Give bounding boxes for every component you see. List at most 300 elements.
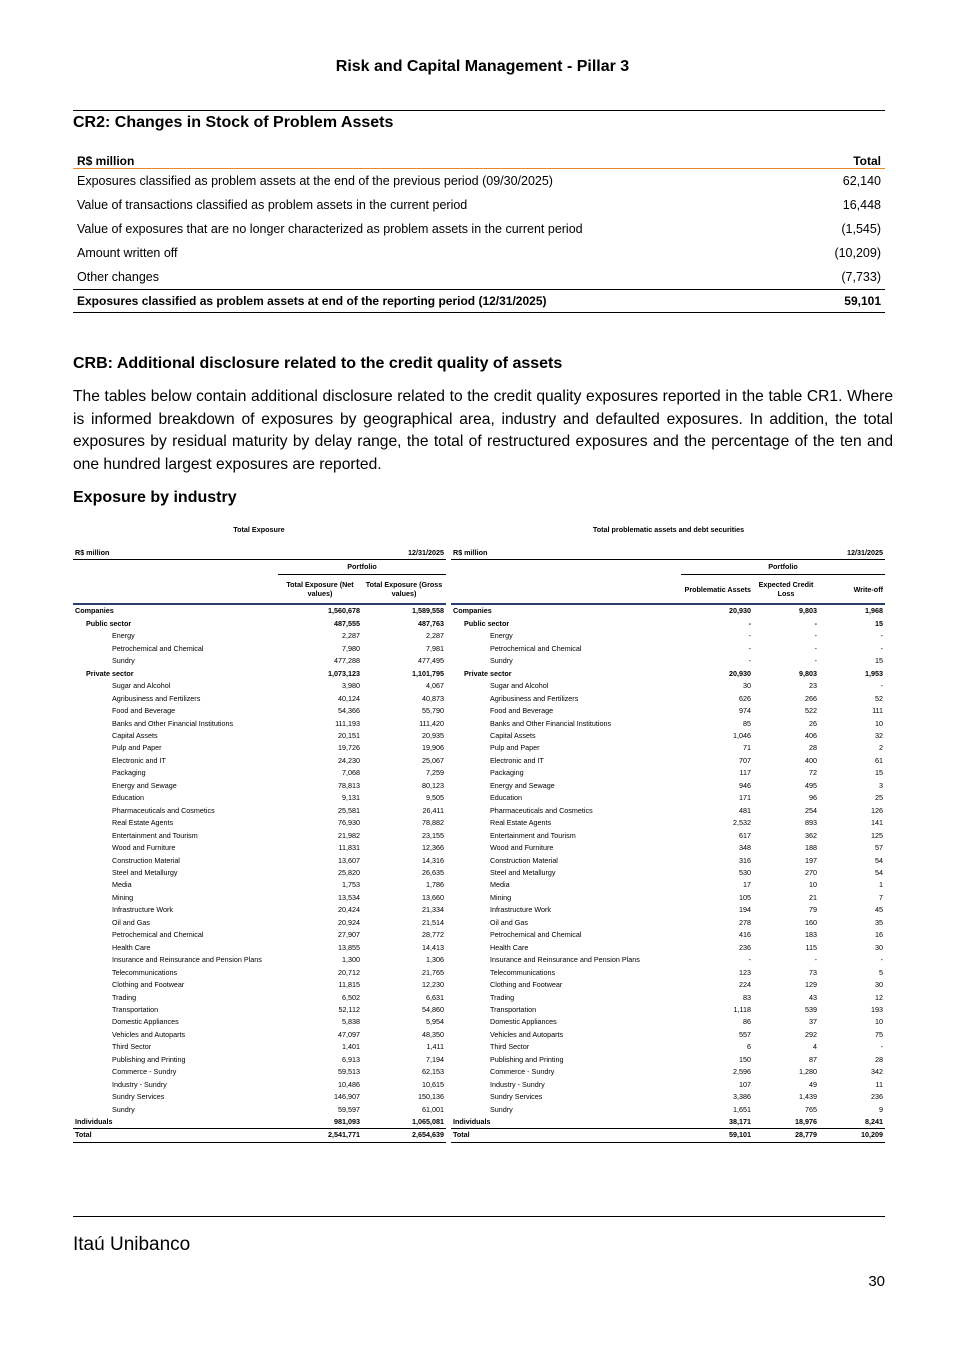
write-off-value: 5	[879, 967, 883, 977]
net-value: 21,982	[338, 830, 360, 840]
expected-credit-loss-value: 495	[805, 780, 817, 790]
expected-credit-loss-value: 160	[805, 917, 817, 927]
cr2-row-value: 16,448	[842, 197, 881, 212]
cr2-row-label: Other changes	[77, 269, 159, 284]
write-off-value: 141	[871, 818, 883, 828]
problematic-assets-value: -	[748, 631, 751, 641]
net-value: 11,831	[338, 843, 360, 853]
industry-row	[451, 1091, 885, 1103]
problematic-assets-value: 194	[739, 905, 751, 915]
industry-label: Capital Assets	[490, 730, 536, 740]
write-off-value: 111	[872, 706, 883, 716]
industry-row	[73, 917, 446, 929]
gross-value: 2,287	[426, 631, 444, 641]
gross-value: 5,954	[426, 1017, 444, 1027]
cr2-row-value: (10,209)	[834, 245, 881, 260]
problematic-assets-value: 946	[739, 780, 751, 790]
gross-value: 1,786	[426, 880, 444, 890]
expected-credit-loss-value: 43	[809, 992, 817, 1002]
problematic-assets-value: 236	[739, 942, 751, 952]
industry-label: Trading	[490, 992, 515, 1002]
problematic-assets-value: 1,046	[733, 730, 751, 740]
gross-value: 1,065,081	[412, 1117, 444, 1127]
cr2-row	[73, 241, 885, 265]
write-off-value: 52	[875, 693, 883, 703]
write-off-value: 10	[875, 718, 883, 728]
problematic-assets-value: 1,651	[733, 1104, 751, 1114]
industry-row	[73, 1004, 446, 1016]
gross-value: 61,001	[422, 1104, 444, 1114]
cr2-total-row	[73, 289, 885, 312]
right-portfolio-label: Portfolio	[681, 560, 885, 575]
industry-row	[451, 755, 885, 767]
expected-credit-loss-value: 522	[805, 706, 817, 716]
problematic-assets-value: 105	[739, 892, 751, 902]
industry-row	[451, 655, 885, 667]
industry-row	[73, 755, 446, 767]
industry-label: Health Care	[490, 942, 529, 952]
problematic-assets-value: 86	[743, 1017, 751, 1027]
expected-credit-loss-value: -	[814, 955, 817, 965]
industry-label: Petrochemical and Chemical	[490, 643, 582, 653]
industry-label: Individuals	[453, 1117, 491, 1127]
net-value: 477,288	[334, 656, 360, 666]
net-value: 59,513	[338, 1067, 360, 1077]
write-off-value: 125	[871, 830, 883, 840]
expected-credit-loss-value: 23	[809, 681, 817, 691]
expected-credit-loss-value: 400	[805, 755, 817, 765]
write-off-value: -	[880, 643, 883, 653]
write-off-value: 15	[875, 618, 883, 628]
gross-value: 7,981	[426, 643, 444, 653]
industry-label: Clothing and Footwear	[490, 980, 563, 990]
industry-row	[451, 780, 885, 792]
industry-row	[73, 792, 446, 804]
write-off-value: 54	[875, 867, 883, 877]
industry-row	[451, 792, 885, 804]
industry-row	[451, 929, 885, 941]
industry-label: Domestic Appliances	[490, 1017, 557, 1027]
industry-label: Entertainment and Tourism	[490, 830, 576, 840]
industry-label: Banks and Other Financial Institutions	[112, 718, 234, 728]
problematic-assets-value: 150	[739, 1054, 751, 1064]
net-value: 146,907	[334, 1092, 360, 1102]
industry-row	[73, 630, 446, 642]
industry-row	[451, 992, 885, 1004]
industry-row	[451, 618, 885, 630]
net-value: 20,424	[338, 905, 360, 915]
gross-value: 14,413	[422, 942, 444, 952]
write-off-value: 45	[875, 905, 883, 915]
industry-label: Private sector	[86, 668, 134, 678]
write-off-value: 1	[879, 880, 883, 890]
industry-row	[451, 867, 885, 879]
industry-label: Electronic and IT	[112, 755, 166, 765]
cr2-total-value: 59,101	[807, 289, 885, 312]
problematic-assets-value: 481	[739, 805, 751, 815]
gross-value: 487,763	[418, 618, 444, 628]
problematic-assets-value: 557	[739, 1029, 751, 1039]
industry-row	[73, 730, 446, 742]
industry-label: Sundry	[112, 1104, 135, 1114]
expected-credit-loss-value: 188	[805, 843, 817, 853]
write-off-value: 30	[875, 942, 883, 952]
footer-rule	[73, 1216, 885, 1217]
gross-value: 55,790	[422, 706, 444, 716]
right-unit-label: R$ million	[451, 547, 681, 560]
industry-label: Banks and Other Financial Institutions	[490, 718, 612, 728]
net-value: 24,230	[338, 755, 360, 765]
right-date-label: 12/31/2025	[819, 547, 885, 560]
industry-label: Public sector	[86, 618, 132, 628]
industry-row	[73, 1066, 446, 1078]
gross-value: 26,635	[422, 867, 444, 877]
net-value: 27,907	[338, 930, 360, 940]
cr2-total-label: Exposures classified as problem assets at end of the reporting period (12/31/2025)	[73, 289, 807, 312]
net-values-header: Total Exposure (Net values)	[278, 575, 362, 605]
net-value: 9,131	[342, 793, 360, 803]
gross-value: 21,514	[422, 917, 444, 927]
industry-label: Energy	[490, 631, 513, 641]
gross-value: 9,505	[426, 793, 444, 803]
write-off-value: 30	[875, 980, 883, 990]
problematic-assets-value: 59,101	[681, 1129, 753, 1142]
net-value: 47,097	[338, 1029, 360, 1039]
industry-row	[451, 1004, 885, 1016]
expected-credit-loss-value: -	[814, 618, 817, 628]
problematic-assets-value: 17	[743, 880, 751, 890]
industry-label: Entertainment and Tourism	[112, 830, 198, 840]
industry-label: Vehicles and Autoparts	[112, 1029, 186, 1039]
expected-credit-loss-value: 79	[809, 905, 817, 915]
expected-credit-loss-value: 292	[805, 1029, 817, 1039]
problematic-assets-value: 1,118	[733, 1004, 751, 1014]
industry-label: Industry - Sundry	[490, 1079, 545, 1089]
industry-label: Food and Beverage	[490, 706, 554, 716]
industry-row	[73, 967, 446, 979]
gross-value: 2,654,639	[362, 1129, 446, 1142]
expected-credit-loss-value: 765	[805, 1104, 817, 1114]
industry-label: Pharmaceuticals and Cosmetics	[490, 805, 593, 815]
problematic-assets-value: 85	[743, 718, 751, 728]
industry-label: Sugar and Alcohol	[490, 681, 549, 691]
net-value: 981,093	[334, 1117, 360, 1127]
expected-credit-loss-value: 270	[805, 867, 817, 877]
write-off-value: 28	[875, 1054, 883, 1064]
net-value: 487,555	[334, 618, 360, 628]
write-off-value: -	[880, 955, 883, 965]
industry-label: Agribusiness and Fertilizers	[490, 693, 579, 703]
crb-paragraph: The tables below contain additional disclosure related to the credit quality exposures reported in the table CR1. Where is informed breakdown of exposures by geographical area, industry and defaulted exposures. In addition, the total exposures by residual maturity by delay range, the total of restructured exposures and the percentage of the ten and one hundred largest exposures are reported.	[73, 388, 893, 473]
industry-row	[73, 992, 446, 1004]
net-value: 13,534	[338, 892, 360, 902]
industry-row	[73, 668, 446, 680]
gross-value: 7,259	[426, 768, 444, 778]
cr2-row-label: Value of transactions classified as problem assets in the current period	[77, 197, 468, 212]
problematic-assets-value: 2,532	[733, 818, 751, 828]
gross-values-header: Total Exposure (Gross values)	[362, 575, 446, 605]
industry-row	[451, 1079, 885, 1091]
industry-label: Transportation	[112, 1004, 159, 1014]
industry-row	[451, 643, 885, 655]
left-portfolio-label: Portfolio	[278, 560, 446, 575]
industry-label: Petrochemical and Chemical	[490, 930, 582, 940]
industry-label: Media	[490, 880, 510, 890]
industry-row	[451, 879, 885, 891]
net-value: 54,366	[338, 706, 360, 716]
industry-row	[73, 780, 446, 792]
industry-row	[451, 817, 885, 829]
industry-label: Industry - Sundry	[112, 1079, 167, 1089]
industry-row	[73, 618, 446, 630]
industry-label: Energy and Sewage	[490, 780, 555, 790]
industry-row	[73, 855, 446, 867]
problematic-assets-value: 6	[747, 1042, 751, 1052]
industry-row	[73, 1129, 446, 1142]
write-off-value: 25	[875, 793, 883, 803]
industry-row	[451, 718, 885, 730]
write-off-value: 16	[875, 930, 883, 940]
industry-row	[73, 693, 446, 705]
industry-row	[73, 1054, 446, 1066]
industry-row	[451, 1016, 885, 1028]
total-exposure-table	[73, 547, 446, 1143]
industry-row	[451, 767, 885, 779]
industry-row	[73, 655, 446, 667]
gross-value: 40,873	[422, 693, 444, 703]
industry-row	[73, 979, 446, 991]
industry-label: Energy	[112, 631, 135, 641]
net-value: 111,193	[335, 718, 360, 728]
problematic-assets-value: 171	[739, 793, 751, 803]
expected-credit-loss-value: -	[814, 656, 817, 666]
net-value: 5,838	[342, 1017, 360, 1027]
expected-credit-loss-header: Expected Credit Loss	[753, 575, 819, 605]
industry-label: Mining	[490, 892, 512, 902]
crb-section-title: CRB: Additional disclosure related to the credit quality of assets	[73, 355, 563, 372]
industry-row	[451, 1041, 885, 1053]
problematic-assets-value: 316	[739, 855, 751, 865]
net-value: 19,726	[338, 743, 360, 753]
net-value: 76,930	[338, 818, 360, 828]
industry-label: Oil and Gas	[112, 917, 150, 927]
cr2-row-label: Amount written off	[77, 245, 178, 260]
write-off-value: 7	[879, 892, 883, 902]
industry-label: Pulp and Paper	[112, 743, 162, 753]
industry-label: Sugar and Alcohol	[112, 681, 171, 691]
industry-row	[73, 742, 446, 754]
industry-row	[73, 643, 446, 655]
write-off-value: 2	[879, 743, 883, 753]
write-off-value: 32	[875, 730, 883, 740]
industry-row	[73, 1016, 446, 1028]
write-off-value: 236	[871, 1092, 883, 1102]
problematic-assets-value: -	[748, 656, 751, 666]
problematic-assets-value: 974	[739, 706, 751, 716]
write-off-header: Write-off	[819, 575, 885, 605]
problematic-assets-value: 123	[739, 967, 751, 977]
gross-value: 21,765	[422, 967, 444, 977]
industry-label: Real Estate Agents	[112, 818, 174, 828]
cr2-table	[73, 144, 885, 313]
problematic-assets-value: 3,386	[733, 1092, 751, 1102]
cr2-col-label: R$ million	[77, 153, 135, 168]
write-off-value: 1,968	[865, 606, 883, 616]
cr2-row-value: 62,140	[842, 173, 881, 188]
industry-row	[451, 680, 885, 692]
industry-label: Companies	[75, 606, 114, 616]
industry-row	[451, 604, 885, 617]
industry-row	[451, 668, 885, 680]
footer-brand: Itaú Unibanco	[73, 1234, 191, 1255]
left-date-label: 12/31/2025	[362, 547, 446, 560]
expected-credit-loss-value: 87	[809, 1054, 817, 1064]
gross-value: 13,660	[422, 892, 444, 902]
industry-row	[73, 954, 446, 966]
write-off-value: 57	[875, 843, 883, 853]
problematic-assets-value: 530	[739, 867, 751, 877]
write-off-value: 342	[871, 1067, 883, 1077]
industry-label: Publishing and Printing	[112, 1054, 186, 1064]
industry-label: Health Care	[112, 942, 151, 952]
expected-credit-loss-value: 73	[809, 967, 817, 977]
net-value: 3,980	[342, 681, 360, 691]
problematic-assets-value: -	[748, 618, 751, 628]
industry-label: Domestic Appliances	[112, 1017, 179, 1027]
industry-row	[73, 942, 446, 954]
industry-label: Wood and Furniture	[112, 843, 176, 853]
industry-label: Real Estate Agents	[490, 818, 552, 828]
industry-label: Energy and Sewage	[112, 780, 177, 790]
problematic-assets-value: -	[748, 643, 751, 653]
industry-label: Sundry	[490, 1104, 513, 1114]
industry-row	[73, 904, 446, 916]
write-off-value: 11	[875, 1079, 883, 1089]
gross-value: 111,420	[419, 718, 444, 728]
page-number: 30	[868, 1273, 885, 1290]
gross-value: 12,230	[422, 980, 444, 990]
net-value: 40,124	[338, 693, 360, 703]
expected-credit-loss-value: 37	[809, 1017, 817, 1027]
expected-credit-loss-value: 9,803	[799, 606, 817, 616]
write-off-value: 12	[875, 992, 883, 1002]
write-off-value: 15	[875, 656, 883, 666]
net-value: 10,486	[338, 1079, 360, 1089]
industry-row	[73, 1079, 446, 1091]
industry-row	[451, 1104, 885, 1116]
industry-row	[73, 1029, 446, 1041]
industry-label: Private sector	[464, 668, 512, 678]
industry-label: Clothing and Footwear	[112, 980, 185, 990]
net-value: 25,820	[338, 867, 360, 877]
net-value: 2,287	[342, 631, 360, 641]
net-value: 6,502	[342, 992, 360, 1002]
cr2-row-label: Exposures classified as problem assets at the end of the previous period (09/30/2025)	[77, 173, 553, 188]
industry-row	[451, 979, 885, 991]
write-off-value: -	[880, 681, 883, 691]
net-value: 20,712	[338, 967, 360, 977]
industry-row	[73, 718, 446, 730]
gross-value: 1,589,558	[412, 606, 444, 616]
industry-label: Total	[73, 1129, 278, 1142]
problematic-assets-value: -	[748, 955, 751, 965]
expected-credit-loss-value: 9,803	[799, 668, 817, 678]
expected-credit-loss-value: 406	[805, 730, 817, 740]
industry-label: Petrochemical and Chemical	[112, 930, 204, 940]
write-off-value: 8,241	[865, 1117, 883, 1127]
net-value: 52,112	[338, 1004, 360, 1014]
expected-credit-loss-value: 28	[809, 743, 817, 753]
industry-label: Companies	[453, 606, 492, 616]
industry-label: Third Sector	[112, 1042, 152, 1052]
write-off-value: 9	[879, 1104, 883, 1114]
industry-row	[451, 805, 885, 817]
expected-credit-loss-value: 266	[805, 693, 817, 703]
gross-value: 477,495	[418, 656, 444, 666]
industry-label: Wood and Furniture	[490, 843, 554, 853]
gross-value: 1,101,795	[412, 668, 444, 678]
gross-value: 78,882	[422, 818, 444, 828]
gross-value: 23,155	[422, 830, 444, 840]
expected-credit-loss-value: 1,280	[799, 1067, 817, 1077]
gross-value: 20,935	[422, 730, 444, 740]
problematic-assets-value: 30	[743, 681, 751, 691]
gross-value: 62,153	[422, 1067, 444, 1077]
industry-row	[73, 879, 446, 891]
industry-row	[73, 1091, 446, 1103]
industry-row	[73, 842, 446, 854]
industry-row	[451, 630, 885, 642]
gross-value: 10,615	[422, 1079, 444, 1089]
industry-row	[451, 730, 885, 742]
gross-value: 14,316	[422, 855, 444, 865]
expected-credit-loss-value: 197	[805, 855, 817, 865]
gross-value: 1,306	[426, 955, 444, 965]
problematic-assets-value: 348	[739, 843, 751, 853]
net-value: 59,597	[338, 1104, 360, 1114]
problematic-assets-value: 83	[743, 992, 751, 1002]
industry-row	[451, 1116, 885, 1129]
net-value: 20,151	[338, 730, 360, 740]
expected-credit-loss-value: 28,779	[753, 1129, 819, 1142]
industry-row	[451, 742, 885, 754]
net-value: 13,607	[338, 855, 360, 865]
problematic-assets-value: 617	[739, 830, 751, 840]
industry-row	[451, 855, 885, 867]
industry-label: Construction Material	[490, 855, 558, 865]
problematic-assets-table	[451, 547, 885, 1143]
problematic-assets-value: 20,930	[729, 606, 751, 616]
expected-credit-loss-value: 362	[805, 830, 817, 840]
industry-row	[73, 1116, 446, 1129]
expected-credit-loss-value: -	[814, 631, 817, 641]
problematic-assets-value: 626	[739, 693, 751, 703]
industry-row	[73, 1104, 446, 1116]
problematic-assets-value: 707	[739, 755, 751, 765]
industry-label: Mining	[112, 892, 134, 902]
industry-label: Publishing and Printing	[490, 1054, 564, 1064]
problematic-assets-group-title: Total problematic assets and debt securities	[592, 525, 745, 534]
write-off-value: 75	[875, 1029, 883, 1039]
write-off-value: -	[880, 631, 883, 641]
industry-label: Media	[112, 880, 132, 890]
problematic-assets-value: 38,171	[729, 1117, 751, 1127]
problematic-assets-header: Problematic Assets	[681, 575, 753, 605]
problematic-assets-value: 2,596	[733, 1067, 751, 1077]
expected-credit-loss-value: 129	[805, 980, 817, 990]
industry-row	[451, 942, 885, 954]
expected-credit-loss-value: 21	[809, 892, 817, 902]
